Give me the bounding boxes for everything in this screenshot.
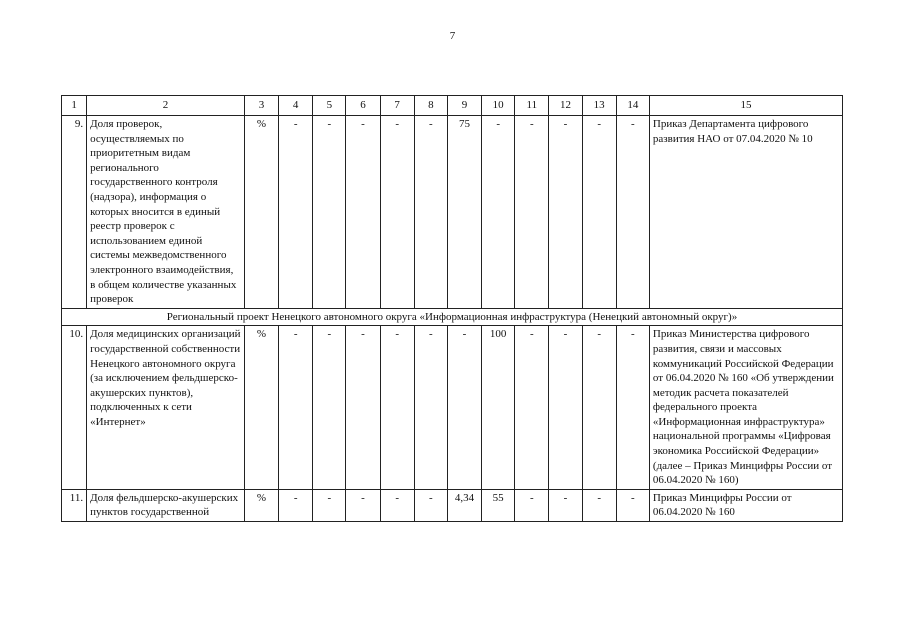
row-number: 10. <box>62 326 87 490</box>
value-cell: - <box>414 116 447 309</box>
value-cell: - <box>549 489 582 521</box>
row-number: 11. <box>62 489 87 521</box>
table-row <box>62 116 843 309</box>
value-cell: - <box>515 489 549 521</box>
value-cell: - <box>313 489 346 521</box>
value-cell: - <box>482 116 515 309</box>
value-cell: 55 <box>482 489 515 521</box>
value-cell: - <box>582 326 616 490</box>
value-cell: - <box>346 489 380 521</box>
column-number: 4 <box>279 96 313 116</box>
value-cell: - <box>313 116 346 309</box>
column-number: 6 <box>346 96 380 116</box>
value-cell: 4,34 <box>447 489 481 521</box>
value-cell: - <box>582 116 616 309</box>
column-number: 13 <box>582 96 616 116</box>
value-cell: - <box>616 326 649 490</box>
value-cell: - <box>414 489 447 521</box>
source-document: Приказ Министерства цифрового развития, связи и массовых коммуникаций Российской Федерации от 06.04.2020 № 160 «Об утверждении методик расчета показателей федерального проекта «Информационная инфраструктура» национальной программы «Цифровая экономика Российской Федерации» (далее – Приказ Минцифры России от 06.04.2020 № 160) <box>649 326 842 490</box>
column-number: 5 <box>313 96 346 116</box>
value-cell: - <box>616 116 649 309</box>
value-cell: - <box>279 489 313 521</box>
indicator-name-text: Доля медицинских организаций государственной собственности Ненецкого автономного округа (за исключением фельдшерско-акушерских пунктов), подключенных к сети «Интернет» <box>90 328 241 428</box>
indicator-name-text: Доля фельдшерско-акушерских пунктов государственной <box>90 491 239 519</box>
source-document: Приказ Минцифры России от 06.04.2020 № 160 <box>649 489 842 521</box>
indicator-name <box>87 326 245 490</box>
value-cell: - <box>549 326 582 490</box>
value-cell: - <box>380 326 414 490</box>
column-number: 7 <box>380 96 414 116</box>
value-cell: - <box>380 116 414 309</box>
page-number: 7 <box>449 30 456 42</box>
section-title: Региональный проект Ненецкого автономного округа «Информационная инфраструктура (Ненецкий автономный округ)» <box>62 308 843 326</box>
column-number: 14 <box>616 96 649 116</box>
value-cell: - <box>447 326 481 490</box>
value-cell: - <box>346 326 380 490</box>
value-cell: - <box>414 326 447 490</box>
column-number: 10 <box>482 96 515 116</box>
value-cell: - <box>582 489 616 521</box>
column-number: 12 <box>549 96 582 116</box>
column-number: 1 <box>62 96 87 116</box>
column-number: 15 <box>649 96 842 116</box>
value-cell: - <box>515 116 549 309</box>
table-row <box>62 489 843 521</box>
source-document: Приказ Департамента цифрового развития НАО от 07.04.2020 № 10 <box>649 116 842 309</box>
value-cell: - <box>279 326 313 490</box>
value-cell: - <box>616 489 649 521</box>
value-cell: - <box>279 116 313 309</box>
indicator-name <box>87 489 245 521</box>
column-number: 11 <box>515 96 549 116</box>
row-number: 9. <box>62 116 87 309</box>
value-cell: - <box>380 489 414 521</box>
unit-cell: % <box>244 116 278 309</box>
unit-cell: % <box>244 489 278 521</box>
column-number-row <box>62 96 843 116</box>
indicator-name-text: Доля проверок, осуществляемых по приоритетным видам регионального государственного контроля (надзора), информация о которых вносится в единый реестр проверок с использованием единой системы межведомственного электронного взаимодействия, в общем количестве указанных проверок <box>90 118 237 306</box>
indicators-table <box>61 95 843 522</box>
column-number: 9 <box>447 96 481 116</box>
value-cell: - <box>313 326 346 490</box>
indicator-name <box>87 116 245 309</box>
value-cell: 75 <box>447 116 481 309</box>
column-number: 3 <box>244 96 278 116</box>
table-row <box>62 326 843 490</box>
value-cell: - <box>346 116 380 309</box>
column-number: 2 <box>87 96 245 116</box>
unit-cell: % <box>244 326 278 490</box>
section-row <box>62 308 843 326</box>
value-cell: - <box>515 326 549 490</box>
column-number: 8 <box>414 96 447 116</box>
value-cell: 100 <box>482 326 515 490</box>
value-cell: - <box>549 116 582 309</box>
